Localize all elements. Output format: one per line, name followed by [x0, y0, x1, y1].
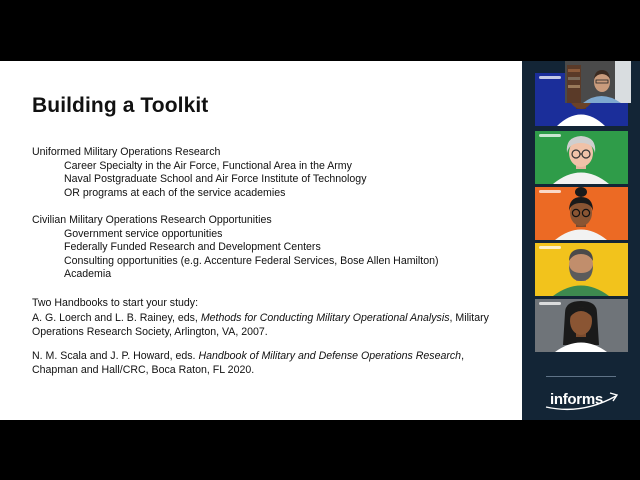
- avatar-icon: [535, 187, 628, 240]
- uniformed-item: Naval Postgraduate School and Air Force Institute of Technology: [64, 173, 367, 186]
- informs-logo: [544, 390, 620, 412]
- logo-text: informs: [550, 391, 603, 408]
- handbook-reference-1: [32, 312, 502, 339]
- handbook-reference-2: [32, 350, 502, 377]
- uniformed-section: [32, 146, 367, 200]
- presentation-slide: [0, 61, 522, 420]
- civilian-item: Consulting opportunities (e.g. Accenture Federal Services, Bose Allen Hamilton): [64, 254, 439, 267]
- civilian-item: Academia: [64, 268, 112, 281]
- ref1-publisher: , Military Operations Research Society, Arlington, VA, 2007.: [32, 312, 489, 338]
- uniformed-item: OR programs at each of the service academies: [64, 186, 286, 199]
- handbooks-heading: Two Handbooks to start your study:: [32, 297, 199, 309]
- avatar-icon: [535, 131, 628, 184]
- ref2-title: Handbook of Military and Defense Operations Research: [198, 350, 462, 362]
- uniformed-item: Career Specialty in the Air Force, Functional Area in the Army: [64, 159, 352, 172]
- uniformed-heading: Uniformed Military Operations Research: [32, 146, 221, 158]
- speaker-video-icon: [565, 61, 631, 103]
- participant-tile[interactable]: [535, 131, 628, 184]
- civilian-section: [32, 214, 439, 282]
- speaker-webcam[interactable]: [565, 61, 631, 103]
- participant-tile[interactable]: [535, 299, 628, 352]
- avatar-icon: [535, 243, 628, 296]
- ref2-authors: N. M. Scala and J. P. Howard, eds.: [32, 350, 199, 362]
- civilian-item: Government service opportunities: [64, 227, 223, 240]
- slide-title: Building a Toolkit: [32, 94, 209, 117]
- ref1-title: Methods for Conducting Military Operational Analysis: [200, 312, 450, 324]
- logo-divider: [546, 376, 616, 377]
- avatar-icon: [535, 299, 628, 352]
- civilian-heading: Civilian Military Operations Research Opportunities: [32, 214, 272, 226]
- participant-tile[interactable]: [535, 187, 628, 240]
- participant-tile[interactable]: [535, 243, 628, 296]
- civilian-item: Federally Funded Research and Development Centers: [64, 241, 321, 254]
- ref2-publisher: , Chapman and Hall/CRC, Boca Raton, FL 2020.: [32, 350, 465, 376]
- ref1-authors: A. G. Loerch and L. B. Rainey, eds,: [32, 312, 201, 324]
